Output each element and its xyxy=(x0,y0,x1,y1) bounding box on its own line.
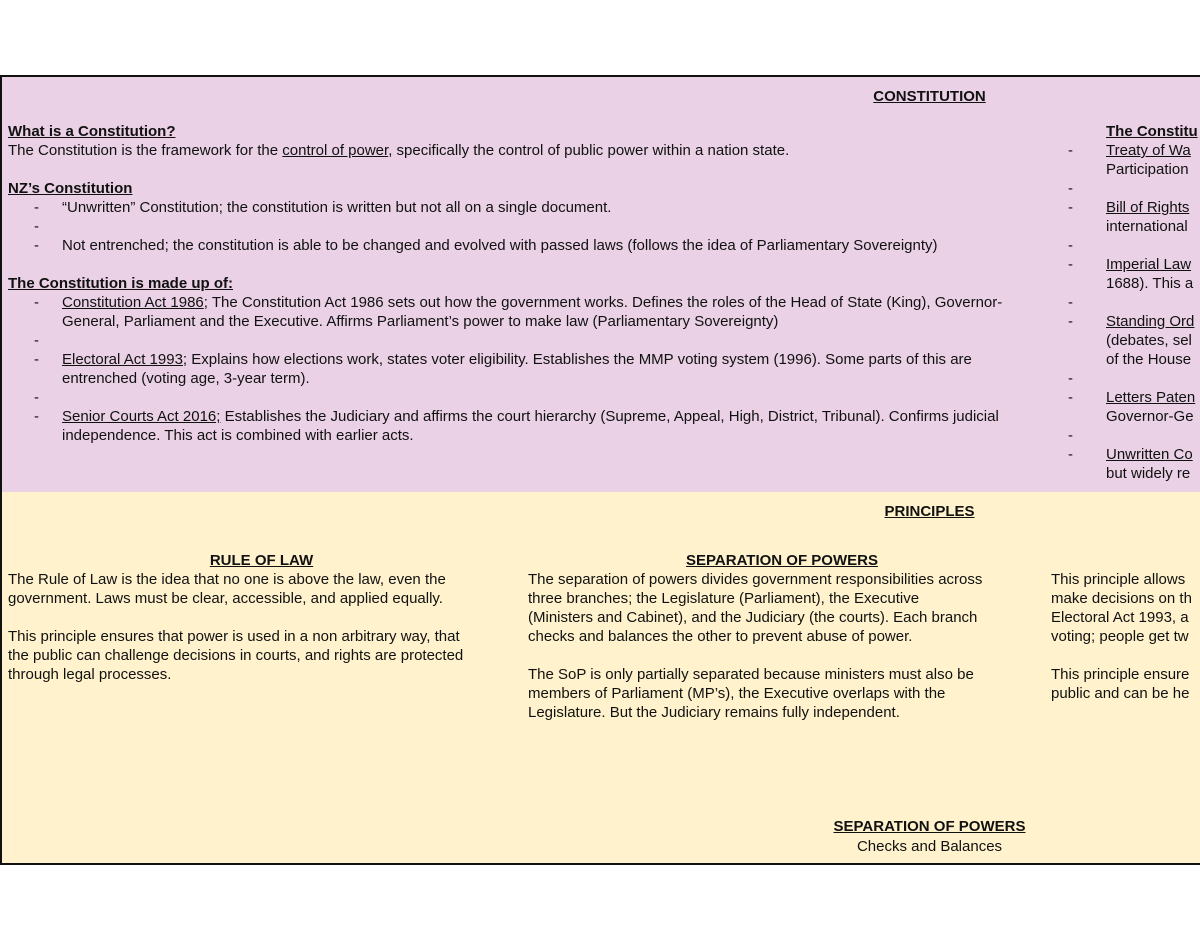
list-item: - Bill of Rights international xyxy=(1042,198,1200,236)
list-item: - Not entrenched; the constitution is able to be changed and evolved with passed laws (follows the idea of Parliamentary Sovereignty) xyxy=(8,236,1036,255)
rule-of-law-cell: RULE OF LAW The Rule of Law is the idea that no one is above the law, even the government. Laws must be clear, accessible, and applied equally. This principle ensures that power is used in a non arbitrary way, that the public can challenge decisions in courts, and rights are protected through legal processes. xyxy=(0,542,523,809)
sop-section-title: SEPARATION OF POWERS xyxy=(833,818,1026,835)
made-up-of-list xyxy=(8,293,1036,445)
constitution-left-cell xyxy=(0,111,1044,494)
principles-header: PRINCIPLES xyxy=(884,503,975,520)
list-item: - Constitution Act 1986; The Constitution Act 1986 sets out how the government works. Defines the roles of the Head of State (King), Governor-General, Parliament and the Executive. Affirms Parliament’s power to make law (Parliamentary Sovereignty) xyxy=(8,293,1026,331)
constitution-header: CONSTITUTION xyxy=(873,88,986,105)
list-item: - Treaty of Wa Participation xyxy=(1042,141,1200,179)
list-item: - Unwritten Co but widely re xyxy=(1042,445,1200,483)
act-name: Electoral Act 1993 xyxy=(62,351,183,368)
nz-constitution-list xyxy=(8,198,1036,255)
act-name: Constitution Act 1986 xyxy=(62,294,204,311)
list-item: - Standing Ord (debates, sel of the House xyxy=(1042,312,1200,369)
list-item: - “Unwritten” Constitution; the constitution is written but not all on a single document. xyxy=(8,198,1036,217)
constitution-sources-list xyxy=(1042,141,1200,483)
list-item: - Senior Courts Act 2016; Establishes the Judiciary and affirms the court hierarchy (Supreme, Appeal, High, District, Tribunal). Confirms judicial independence. This act is combined with earlier acts. xyxy=(8,407,1026,445)
third-principle-cell: This principle allows make decisions on th Electoral Act 1993, a voting; people get tw This principle ensure public and can be he xyxy=(1042,542,1200,809)
list-item: - Letters Paten Governor-Ge xyxy=(1042,388,1200,426)
control-of-power-term: control of power xyxy=(282,142,389,159)
separation-of-powers-cell: SEPARATION OF POWERS The separation of powers divides government responsibilities across three branches; the Legislature (Parliament), the Executive (Ministers and Cabinet), and the Judiciary (the courts). Each branch checks and balances the other to prevent abuse of power. The SoP is only partially separated because ministers must also be members of Parliament (MP’s), the Executive overlaps with the Legislature. But the Judiciary remains fully independent. xyxy=(521,542,1044,809)
list-item: - Imperial Law 1688). This a xyxy=(1042,255,1200,293)
made-up-of-heading: The Constitution is made up of: xyxy=(8,275,233,292)
what-is-constitution-text: The Constitution is the framework for the control of power, specifically the control of public power within a nation state. xyxy=(8,142,790,159)
constitution-sources-heading: The Constitu xyxy=(1106,123,1198,140)
list-item: - Electoral Act 1993; Explains how elections work, states voter eligibility. Establishes the MMP voting system (1996). Some parts of this are entrenched (voting age, 3-year term). xyxy=(8,350,1026,388)
what-is-constitution-heading: What is a Constitution? xyxy=(8,123,176,140)
separation-of-powers-title: SEPARATION OF POWERS xyxy=(686,552,878,569)
rule-of-law-title: RULE OF LAW xyxy=(209,552,314,569)
nz-constitution-heading: NZ’s Constitution xyxy=(8,180,133,197)
principles-header-row xyxy=(0,492,1200,544)
constitution-header-row xyxy=(0,75,1200,113)
constitution-right-cell xyxy=(1042,111,1200,494)
sop-section-row xyxy=(0,807,1200,865)
act-name: Senior Courts Act 2016; xyxy=(62,408,221,425)
sop-section-subtitle: Checks and Balances xyxy=(856,838,1003,855)
document-sheet xyxy=(0,75,1200,865)
